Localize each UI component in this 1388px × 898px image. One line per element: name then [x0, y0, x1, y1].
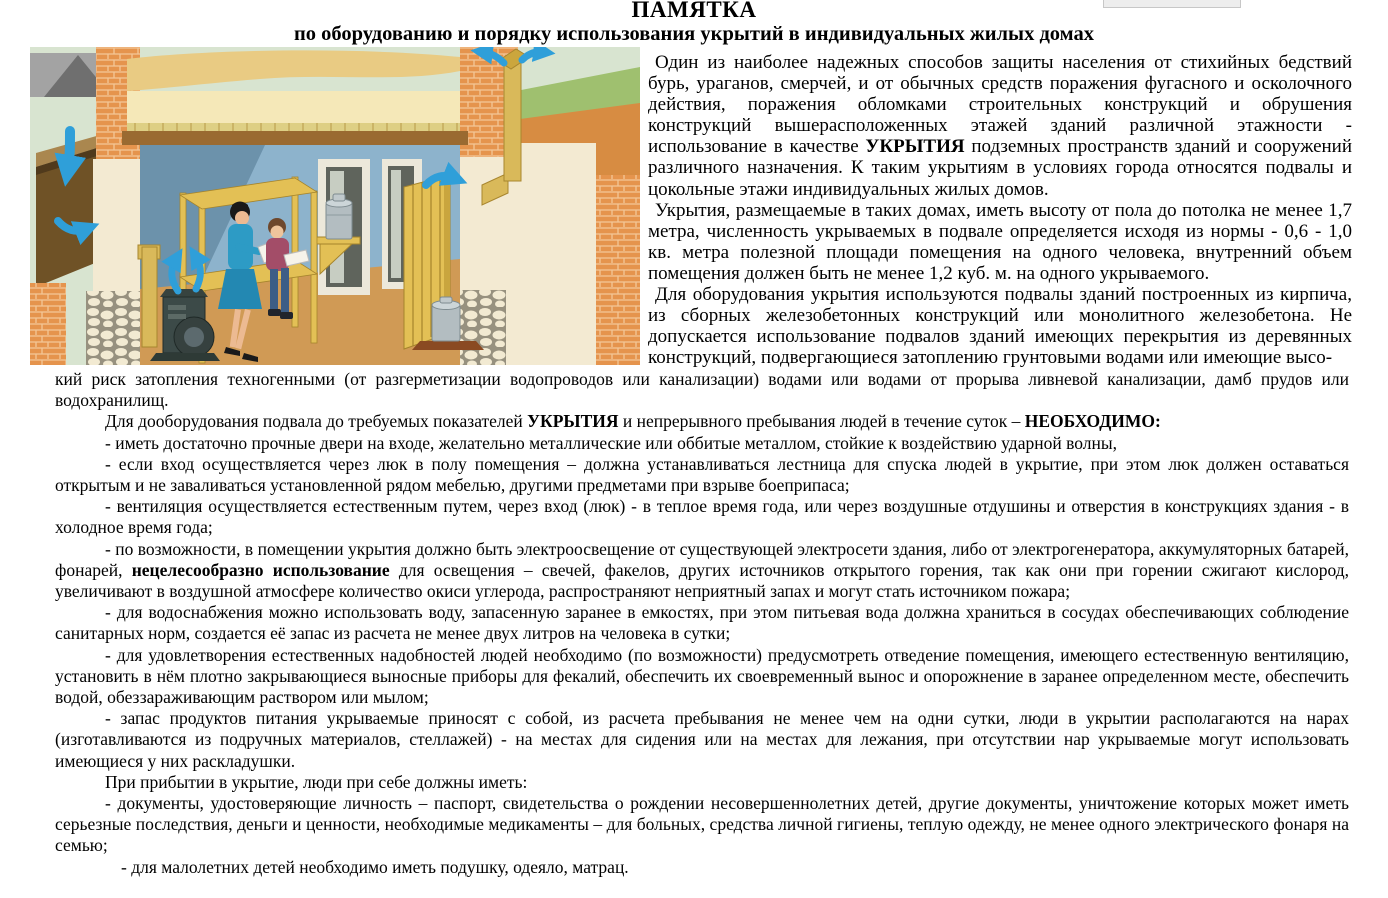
right-foundation-pier	[458, 290, 506, 365]
body-text	[55, 369, 1349, 878]
list-item: - вентиляция осуществляется естественным путем, через вход (люк) - в теплое время года, или через воздушные отдушины и отверстия в конструкциях здания - в холодное время года;	[55, 496, 1349, 538]
ceiling-slab	[122, 50, 468, 145]
body-paragraph: Укрытия, размещаемые в таких домах, иметь высоту от пола до потолка не менее 1,7 метра, численность укрываемых в подвале определяется исходя из нормы - 0,6 - 1,0 кв. метра полезной площади помещения на одного человека, внутренний объем помещения должен быть не менее 1,2 куб. м. на одного укрываемого.	[648, 199, 1352, 284]
list-item: - для удовлетворения естественных надобностей людей необходимо (по возможности) предусмотреть отведение помещения, имеющего естественную вентиляцию, установить в нём плотно закрывающиеся выносные приборы для фекалий, обеспечить их своевременный вынос и опорожнение в заранее определенном месте, обеспечить водой, обеззараживающим раствором или мылом;	[55, 644, 1349, 708]
shelter-illustration	[30, 47, 640, 365]
left-brick-wall	[30, 283, 66, 365]
left-foundation-pier	[86, 291, 140, 365]
airflow-down-arrow-icon	[68, 131, 70, 169]
right-brick-wall	[596, 175, 640, 365]
body-paragraph: Один из наиболее надежных способов защиты населения от стихийных бедствий бурь, ураганов, смерчей, и от обычных средств поражения фугасного и осколочного действия, поражения обломками строительных конструкций и обрушения конструкций вышерасположенных этажей зданий различной этажности - использование в качестве УКРЫТИЯ подземных пространств зданий и сооружений различного назначения. К таким укрытиям в условиях города относятся подвалы и цокольные этажи индивидуальных жилых домов.	[648, 52, 1353, 200]
water-can	[326, 194, 352, 239]
list-item: - документы, удостоверяющие личность – паспорт, свидетельства о рождении несовершеннолетних детей, другие документы, уничтожение которых может иметь серьезные последствия, деньги и ценности, необходимые медикаменты – для больных, средства личной гигиены, теплую одежду, не менее одного электрического фонаря на семью;	[55, 793, 1349, 856]
list-item: - по возможности, в помещении укрытия должно быть электроосвещение от существующей электросети здания, либо от электрогенератора, аккумуляторных батарей, фонарей, нецелесообразно использование для освещения – свечей, факелов, других источников открытого горения, так как они при горении сжигают кислород, увеличивают в воздушной атмосфере количество окиси углерода, распространяют неприятный запах и могут стать источником пожара;	[55, 538, 1349, 602]
list-item: - иметь достаточно прочные двери на входе, желательно металлические или оббитые металлом, стойкие к воздействию ударной волны,	[105, 432, 1117, 453]
body-paragraph: кий риск затопления техногенными (от разгерметизации водопроводов или канализации) водами или водами от прорыва ливневой канализации, дамб прудов или водохранилищ.	[55, 369, 1349, 411]
intro-column	[648, 52, 1352, 368]
body-paragraph: Для оборудования укрытия используются подвалы зданий построенных из кирпича, из сборных железобетонных конструкций или монолитного железобетона. Не допускается использование подвалов зданий имеющих перекрытия из деревянных конструкций, подвергающиеся затоплению грунтовыми водами или имеющие высо-	[648, 284, 1352, 369]
page-subtitle: по оборудованию и порядку использования укрытий в индивидуальных жилых домах	[293, 23, 1094, 45]
list-item: - запас продуктов питания укрываемые приносят с собой, из расчета пребывания не менее чем на одни сутки, люди в укрытии располагаются на нарах (изготавливаются из подручных материалов, стеллажей) - на местах для сидения или на местах для лежания, при отсутствии нар укрываемые могут использовать имеющиеся у них раскладушки.	[55, 708, 1349, 771]
list-item: - для малолетних детей необходимо иметь подушку, одеяло, матрац.	[121, 856, 629, 877]
requirements-intro: Для дооборудования подвала до требуемых показателей УКРЫТИЯ и непрерывного пребывания людей в течение суток – НЕОБХОДИМО:	[105, 411, 1161, 432]
arrival-intro: При прибытии в укрытие, люди при себе должны иметь:	[105, 771, 528, 792]
page-title: ПАМЯТКА	[631, 0, 757, 22]
list-item: - для водоснабжения можно использовать воду, запасенную заранее в емкостях, при этом питьевая вода должна храниться в сосудах обеспечивающих соблюдение санитарных норм, создается её запас из расчета не менее двух литров на человека в сутки;	[55, 602, 1349, 644]
list-item: - если вход осуществляется через люк в полу помещения – должна устанавливаться лестница для спуска людей в укрытие, при этом люк должен оставаться открытым и не заваливаться установленной рядом мебелью, другими предметами при взрыве боеприпаса;	[55, 453, 1349, 496]
left-pier-wall	[93, 159, 140, 295]
